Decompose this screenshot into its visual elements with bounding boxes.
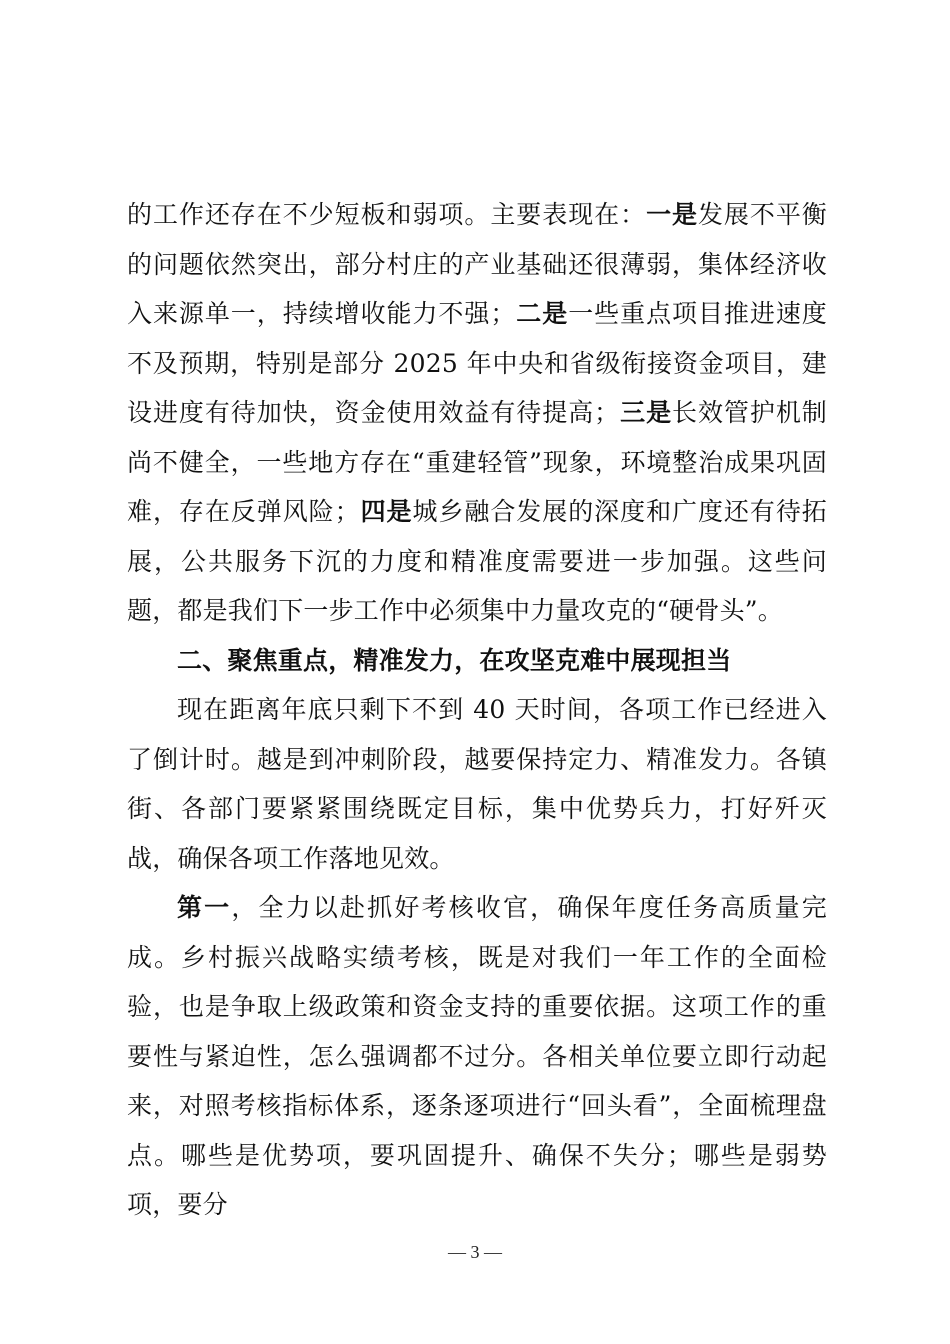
bold-label-four: 四是: [359, 497, 413, 526]
text-segment: 城乡融合发展的深度和广度还有待拓展，公共服务下沉的力度和精准度需要进一步加强。这些问题，都是我们下一步工作中必须集中力量攻克的“硬骨头”。: [127, 497, 827, 625]
text-segment: 一些重点项目推进速度不及预期，特别是部分 2025 年中央和省级衔接资金项目，建设进度有待加快，资金使用效益有待提高；: [127, 299, 827, 427]
document-body: [127, 190, 827, 1230]
bold-label-first: 第一: [177, 893, 232, 922]
page-number: — 3 —: [448, 1242, 502, 1262]
text-segment: 发展不平衡的问题依然突出，部分村庄的产业基础还很薄弱，集体经济收入来源单一，持续增收能力不强；: [127, 200, 827, 328]
text-segment: 长效管护机制尚不健全，一些地方存在“重建轻管”现象，环境整治成果巩固难，存在反弹风险；: [127, 398, 827, 526]
text-segment: 的工作还存在不少短板和弱项。主要表现在：: [127, 200, 647, 229]
section-heading: 二、聚焦重点，精准发力，在攻坚克难中展现担当: [177, 645, 732, 675]
paragraph-problems: [127, 190, 827, 636]
paragraph-countdown: 现在距离年底只剩下不到 40 天时间，各项工作已经进入了倒计时。越是到冲刺阶段，越要保持定力、精准发力。各镇街、各部门要紧紧围绕既定目标，集中优势兵力，打好歼灭战，确保各项工作落地见效。: [127, 695, 827, 873]
paragraph-first-task: [127, 883, 827, 1230]
bold-label-three: 三是: [619, 398, 673, 427]
bold-label-one: 一是: [646, 200, 698, 229]
text-segment: ，全力以赴抓好考核收官，确保年度任务高质量完成。乡村振兴战略实绩考核，既是对我们一年工作的全面检验，也是争取上级政策和资金支持的重要依据。这项工作的重要性与紧迫性，怎么强调都不过分。各相关单位要立即行动起来，对照考核指标体系，逐条逐项进行“回头看”，全面梳理盘点。哪些是优势项，要巩固提升、确保不失分；哪些是弱势项，要分: [127, 893, 828, 1219]
bold-label-two: 二是: [515, 299, 569, 328]
